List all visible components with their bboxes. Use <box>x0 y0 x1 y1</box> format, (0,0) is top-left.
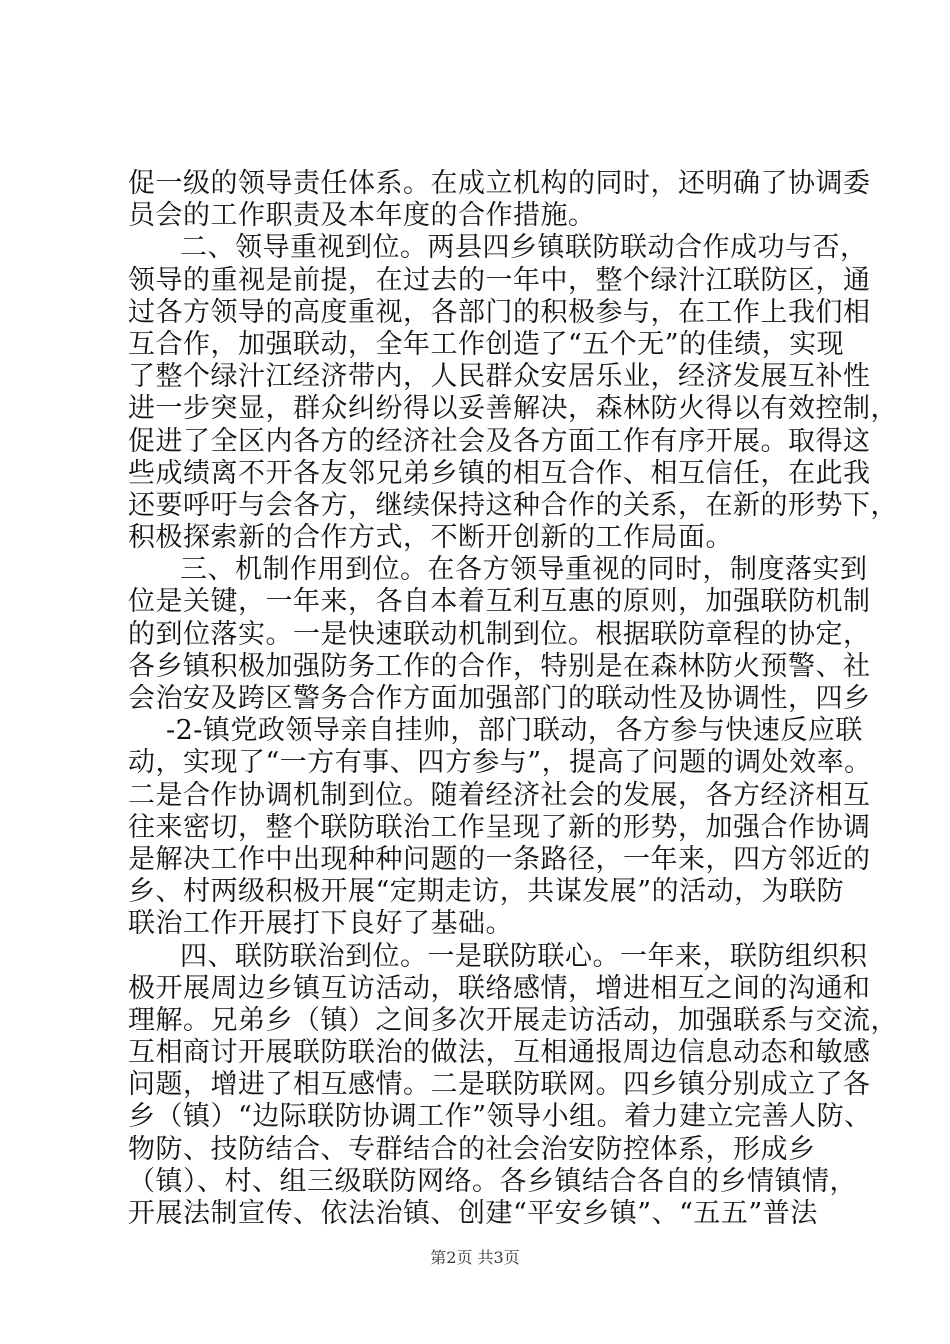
text-line: 的到位落实。一是快速联动机制到位。根据联防章程的协定， <box>128 618 871 650</box>
text-line: 过各方领导的高度重视，各部门的积极参与，在工作上我们相 <box>128 296 871 328</box>
paragraph-start-line: 三、机制作用到位。在各方领导重视的同时，制度落实到 <box>180 554 868 586</box>
text-line: 物防、技防结合、专群结合的社会治安防控体系，形成乡 <box>128 1133 816 1165</box>
paragraph-start-line: 二、领导重视到位。两县四乡镇联防联动合作成功与否， <box>180 232 868 264</box>
text-line: 动，实现了“一方有事、四方参与”，提高了问题的调处效率。 <box>128 747 872 779</box>
body-text <box>128 168 898 1230</box>
page-footer <box>0 1248 950 1268</box>
text-line: 了整个绿汁江经济带内，人民群众安居乐业，经济发展互补性 <box>128 361 871 393</box>
text-line: 乡（镇）“边际联防协调工作”领导小组。着力建立完善人防、 <box>128 1101 872 1133</box>
text-line: 还要呼吁与会各方，继续保持这种合作的关系，在新的形势下， <box>128 489 898 521</box>
page-marker-line: -2-镇党政领导亲自挂帅，部门联动，各方参与快速反应联 <box>166 715 863 747</box>
text-line: 些成绩离不开各友邻兄弟乡镇的相互合作、相互信任，在此我 <box>128 457 871 489</box>
text-line: 互相商讨开展联防联治的做法，互相通报周边信息动态和敏感 <box>128 1037 871 1069</box>
text-line: 互合作，加强联动，全年工作创造了“五个无”的佳绩，实现 <box>128 328 845 360</box>
text-line: 进一步突显，群众纠纷得以妥善解决，森林防火得以有效控制， <box>128 393 898 425</box>
text-line: 会治安及跨区警务合作方面加强部门的联动性及协调性，四乡 <box>128 683 871 714</box>
text-line: 促一级的领导责任体系。在成立机构的同时，还明确了协调委 <box>128 168 871 199</box>
text-line: 是解决工作中出现种种问题的一条路径，一年来，四方邻近的 <box>128 843 871 875</box>
text-line: 联治工作开展打下良好了基础。 <box>128 908 513 940</box>
text-line: 开展法制宣传、依法治镇、创建“平安乡镇”、“五五”普法 <box>128 1198 818 1229</box>
text-line: 促进了全区内各方的经济社会及各方面工作有序开展。取得这 <box>128 425 871 457</box>
text-line: 员会的工作职责及本年度的合作措施。 <box>128 200 596 232</box>
page-number-label: 第2页 共3页 <box>430 1248 520 1267</box>
text-line: 极开展周边乡镇互访活动，联络感情，增进相互之间的沟通和 <box>128 972 871 1004</box>
text-line: 积极探索新的合作方式，不断开创新的工作局面。 <box>128 522 733 554</box>
text-line: 各乡镇积极加强防务工作的合作，特别是在森林防火预警、社 <box>128 650 871 682</box>
text-line: 问题，增进了相互感情。二是联防联网。四乡镇分别成立了各 <box>128 1069 871 1101</box>
text-line: 往来密切，整个联防联治工作呈现了新的形势，加强合作协调 <box>128 811 871 843</box>
text-line: 乡、村两级积极开展“定期走访，共谋发展”的活动，为联防 <box>128 876 845 908</box>
text-line: 理解。兄弟乡（镇）之间多次开展走访活动，加强联系与交流， <box>128 1004 898 1036</box>
text-line: （镇）、村、组三级联防网络。各乡镇结合各自的乡情镇情， <box>128 1165 857 1197</box>
text-line: 二是合作协调机制到位。随着经济社会的发展，各方经济相互 <box>128 779 871 811</box>
text-line: 领导的重视是前提，在过去的一年中，整个绿汁江联防区，通 <box>128 264 871 296</box>
text-line: 位是关键，一年来，各自本着互利互惠的原则，加强联防机制 <box>128 586 871 618</box>
paragraph-start-line: 四、联防联治到位。一是联防联心。一年来，联防组织积 <box>180 940 868 972</box>
